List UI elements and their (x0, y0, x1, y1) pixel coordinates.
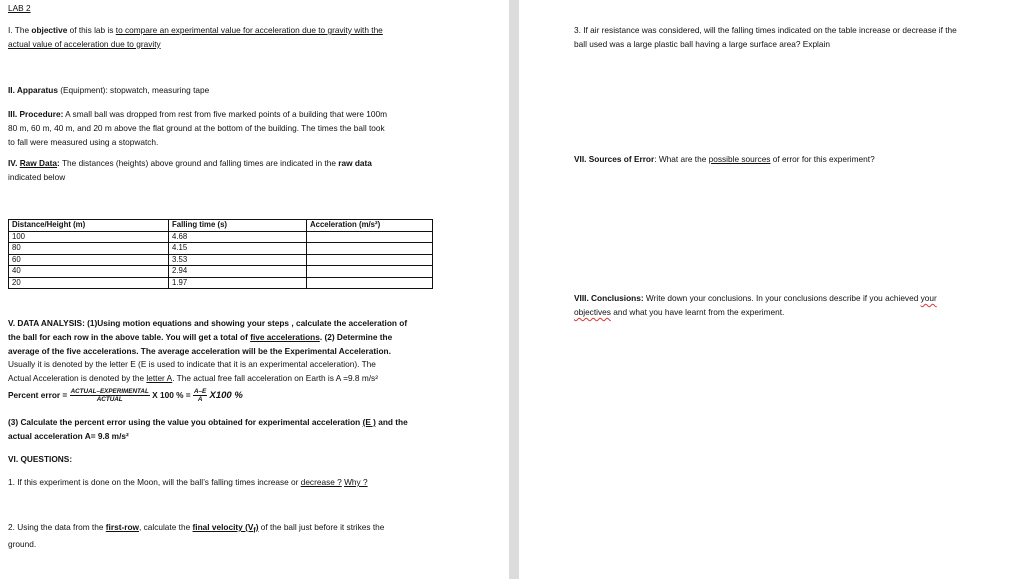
header-acceleration: Acceleration (m/s²) (307, 220, 433, 232)
cell-time: 1.97 (169, 277, 307, 289)
cell-acceleration[interactable] (307, 277, 433, 289)
header-distance: Distance/Height (m) (9, 220, 169, 232)
question-2: 2. Using the data from the first-row, calculate the final velocity $(V_f)$ of the ball just before it strikes the ground. (8, 522, 385, 550)
raw-data-section: IV. Raw Data: The distances (heights) above ground and falling times are indicated in the raw data indicated below (8, 158, 372, 182)
table-row (9, 277, 433, 289)
question-3: 3. If air resistance was considered, will the falling times indicated on the table increase or decrease if the ball used was a large plastic ball having a large surface area? Explain (574, 25, 957, 49)
cell-time: 4.68 (169, 231, 307, 243)
table-row (9, 266, 433, 278)
fraction-a-minus-e: $\frac{A-E}{A}$ (193, 388, 207, 404)
apparatus-section: II. Apparatus (Equipment): stopwatch, measuring tape (8, 85, 210, 95)
cell-acceleration[interactable] (307, 266, 433, 278)
cell-acceleration[interactable] (307, 254, 433, 266)
procedure-section: III. Procedure: A small ball was dropped from rest from five marked points of a building that were 100m 80 m, 60 m, 40 m, and 20 m above the flat ground at the bottom of the building. The times the ball took to fall were measured using a stopwatch. (8, 109, 388, 147)
header-falling-time: Falling time (s) (169, 220, 307, 232)
percent-error-instruction: (3) Calculate the percent error using the value you obtained for experimental acceleration (E ) and the actual acceleration A= 9.8 m/s² (8, 417, 408, 441)
cell-acceleration[interactable] (307, 243, 433, 255)
cell-distance: 80 (9, 243, 169, 255)
data-analysis-section: V. DATA ANALYSIS: (1)Using motion equations and showing your steps , calculate the acceleration of the ball for each row in the above table. You will get a total of five accelerations. (2) Determine the average of the five accelerations. The average acceleration will be the Experimental Acceleration. Usually it is denoted by the letter E (E is used to indicate that it is an experimental acceleration). The Actual Acceleration is denoted by the letter A. The actual free fall acceleration on Earth is A =9.8 m/s² Percent error = $\frac{\text{ACTUAL–EXPERIMENTAL}}{\text{ACTUAL}}$ X 100 % = $\frac{A-E}{A}$ X100 % (8, 317, 438, 404)
cell-time: 4.15 (169, 243, 307, 255)
cell-acceleration[interactable] (307, 231, 433, 243)
cell-distance: 20 (9, 277, 169, 289)
fraction-actual-experimental: $\frac{\text{ACTUAL–EXPERIMENTAL}}{\text{ACTUAL}}$ (70, 388, 149, 404)
lab-title: LAB 2 (8, 3, 31, 13)
page-gutter (509, 0, 519, 579)
cell-time: 2.94 (169, 266, 307, 278)
questions-heading: VI. QUESTIONS: (8, 454, 73, 464)
objective-section: I. The objective of this lab is to compare an experimental value for acceleration due to gravity with the actual value of acceleration due to gravity (8, 25, 383, 49)
cell-distance: 100 (9, 231, 169, 243)
sources-of-error-section: VII. Sources of Error: What are the possible sources of error for this experiment? (574, 154, 875, 164)
cell-distance: 40 (9, 266, 169, 278)
conclusions-section: VIII. Conclusions: Write down your conclusions. In your conclusions describe if you achieved your objectives and what you have learnt from the experiment. (574, 293, 937, 317)
table-row (9, 231, 433, 243)
table-header-row (9, 220, 433, 232)
cell-distance: 60 (9, 254, 169, 266)
raw-data-table (8, 219, 433, 289)
question-1: 1. If this experiment is done on the Moon, will the ball’s falling times increase or decrease ? Why ? (8, 477, 368, 487)
table-row (9, 243, 433, 255)
cell-time: 3.53 (169, 254, 307, 266)
percent-error-formula: Percent error = $\frac{\text{ACTUAL–EXPERIMENTAL}}{\text{ACTUAL}}$ X 100 % = $\frac{A-E}{A}$ X100 % (8, 388, 243, 404)
table-row (9, 254, 433, 266)
